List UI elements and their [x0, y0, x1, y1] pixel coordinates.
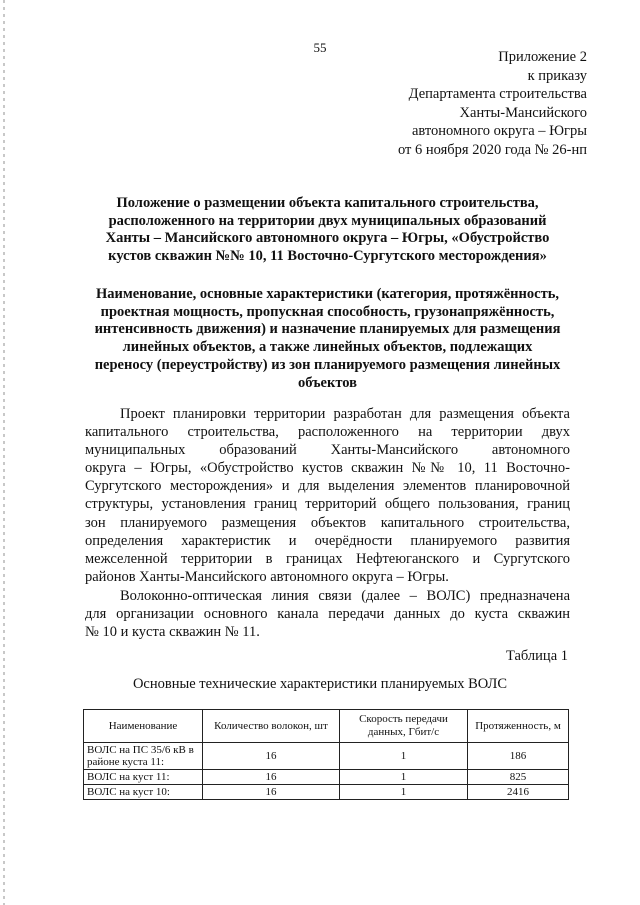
paragraph-line: Волоконно-оптическая линия связи (далее – ВОЛС) предназначена [120, 588, 570, 604]
appendix-line: автономного округа – Югры [411, 123, 587, 140]
appendix-line: Департамента строительства [408, 86, 587, 103]
title-line: Положение о размещении объекта капитального строительства, [116, 195, 539, 211]
heading-line: проектная мощность, пропускная способность, грузонапряжённость, [100, 303, 555, 320]
paragraph-line: муниципальных образований Ханты-Мансийского автономного [85, 442, 570, 459]
column-header: Наименование [84, 710, 203, 743]
title-line: Ханты – Мансийского автономного округа – Югры, «Обустройство [105, 230, 550, 247]
heading-line: Наименование, основные характеристики (категория, протяжённость, [95, 286, 559, 302]
paragraph-line: Проект планировки территории разработан для размещения объекта [120, 406, 570, 422]
paragraph-line: зон планируемого размещения объектов капитального строительства, [85, 514, 570, 531]
table-cell-name: ВОЛС на ПС 35/6 кВ в районе куста 11: [84, 743, 203, 770]
paragraph-line: районов Ханты-Мансийского автономного округа – Югры. [85, 568, 449, 585]
table-cell-name: ВОЛС на куст 11: [84, 770, 203, 785]
page-number: 55 [313, 40, 327, 55]
table-cell-name: ВОЛС на куст 10: [84, 785, 203, 800]
paragraph-line: структуры, установления границ территорий общего пользования, границ [85, 496, 570, 513]
heading-line: переносу (переустройству) из зон планируемого размещения линейных [94, 356, 561, 373]
section-heading [75, 286, 580, 392]
title-line: кустов скважин №№ 10, 11 Восточно-Сургутского месторождения» [108, 248, 547, 265]
heading-line: интенсивность движения) и назначение планируемых для размещения [94, 321, 561, 338]
table-cell: 16 [203, 785, 340, 800]
title-line: расположенного на территории двух муниципальных образований [108, 212, 547, 229]
column-header: Протяженность, м [468, 710, 569, 743]
appendix-block [398, 48, 587, 160]
table-row [84, 770, 569, 785]
appendix-line: Приложение 2 [498, 49, 587, 65]
paragraph-line: округа – Югры, «Обустройство кустов скважин №№ 10, 11 Восточно- [85, 460, 570, 477]
column-header: Количество волокон, шт [203, 710, 340, 743]
table-cell: 825 [468, 770, 569, 785]
appendix-line: от 6 ноября 2020 года № 26-нп [397, 141, 587, 158]
appendix-line: Ханты-Мансийского [459, 104, 587, 121]
paragraph-line: капитального строительства, расположенного на территории двух [85, 424, 570, 441]
paragraph-line: № 10 и куста скважин № 11. [85, 624, 260, 641]
paragraph-line: межселенной территории в границах Нефтеюганского и Сургутского [85, 550, 570, 567]
heading-line: объектов [297, 374, 358, 391]
appendix-line: к приказу [527, 67, 587, 84]
table-cell: 1 [340, 785, 468, 800]
document-title [75, 195, 580, 266]
table-row [84, 785, 569, 800]
page-edge [3, 0, 5, 905]
paragraph-project [85, 405, 570, 586]
table-label: Таблица 1 [505, 648, 568, 664]
heading-line: линейных объектов, а также линейных объектов, подлежащих [122, 339, 533, 356]
table-cell: 1 [340, 743, 468, 770]
paragraph-vols [85, 587, 570, 641]
table-caption: Основные технические характеристики планируемых ВОЛС [132, 676, 508, 692]
paragraph-line: Сургутского месторождения» и для выделения элементов планировочной [85, 478, 570, 495]
table-row [84, 743, 569, 770]
paragraph-line: для организации основного канала передачи данных до куста скважин [85, 606, 570, 623]
table-cell: 16 [203, 743, 340, 770]
column-header: Скорость передачи данных, Гбит/с [340, 710, 468, 743]
specs-table [83, 709, 569, 800]
paragraph-line: определения характеристик и очерёдности планируемого развития [85, 532, 570, 549]
table-cell: 2416 [468, 785, 569, 800]
table-cell: 1 [340, 770, 468, 785]
table-header-row [84, 710, 569, 743]
table-cell: 186 [468, 743, 569, 770]
table-cell: 16 [203, 770, 340, 785]
